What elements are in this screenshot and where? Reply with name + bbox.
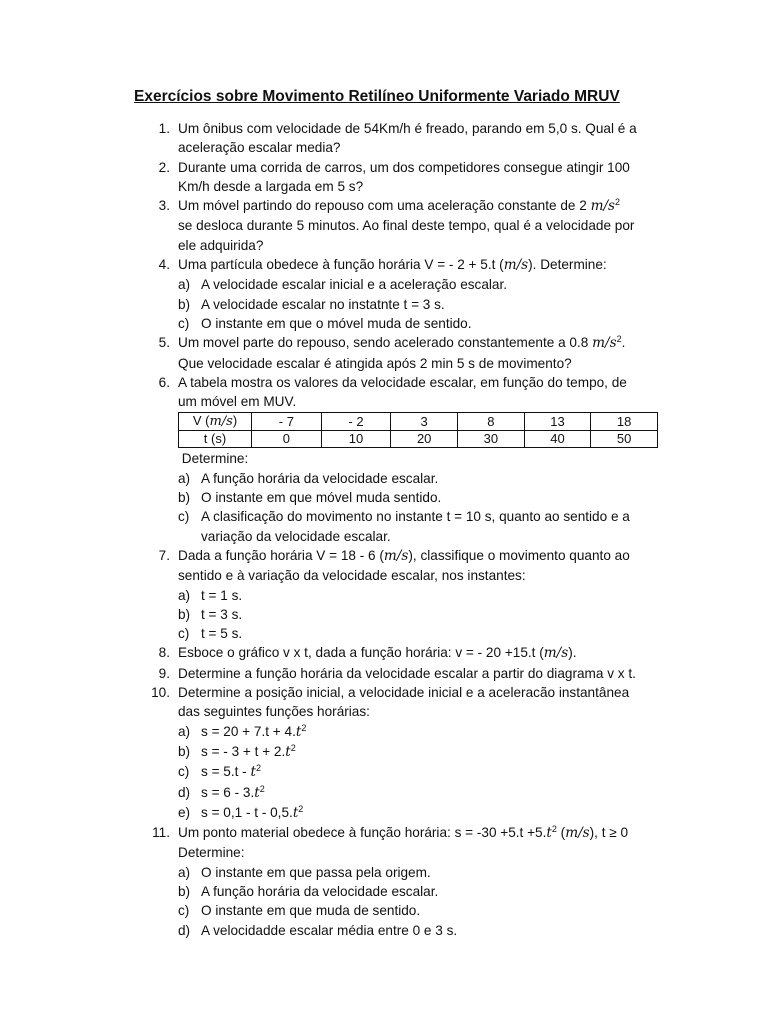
exercise-number: 11.	[152, 825, 170, 841]
sub-letter: c)	[178, 764, 190, 780]
exercise-text: sentido e à variação da velocidade escalar, nos instantes:	[178, 568, 526, 584]
sub-letter: c)	[178, 509, 190, 525]
exercise-number: 8.	[158, 645, 170, 661]
text-fragment: Determine:	[181, 451, 249, 467]
table-row-velocity	[179, 413, 658, 431]
sub-letter: b)	[178, 743, 191, 759]
sub-item-7c	[140, 624, 660, 643]
table-cell: 10	[321, 431, 391, 448]
text-fragment: ).	[568, 645, 577, 661]
exercise-4	[140, 255, 660, 275]
sub-text: A clasificação do movimento no instante t = 10 s, quanto ao sentido e a	[201, 509, 630, 525]
sub-item-10d	[140, 783, 660, 803]
text-fragment: ), t ≥ 0	[589, 825, 629, 841]
sub-item-11a	[140, 863, 660, 882]
text-fragment: V (	[192, 413, 210, 429]
exercise-8	[140, 643, 660, 663]
sub-item-10b	[140, 742, 660, 762]
sub-text: A função horária da velocidade escalar.	[201, 470, 439, 486]
sub-item-6a	[140, 469, 660, 488]
exercise-text: Determine a função horária da velocidade escalar a partir do diagrama v x t.	[178, 665, 636, 681]
text-fragment: (	[556, 825, 566, 841]
sub-text: variação da velocidade escalar.	[201, 528, 391, 544]
table-cell: 50	[591, 431, 658, 448]
table-cell: - 2	[321, 413, 391, 431]
sub-text: O instante em que o móvel muda de sentido.	[201, 315, 472, 331]
text-fragment: Um movel parte do repouso, sendo acelerado constantemente a 0.8	[178, 335, 593, 351]
page-title: Exercícios sobre Movimento Retilíneo Uniformente Variado MRUV	[134, 88, 620, 105]
exercise-1	[140, 119, 660, 158]
exercise-text: Determine a posição inicial, a velocidade inicial e a aceleracão instantânea	[178, 685, 630, 701]
sub-letter: c)	[178, 626, 190, 642]
exercise-text: Um ônibus com velocidade de 54Km/h é freado, parando em 5,0 s. Qual é a	[178, 121, 637, 136]
sub-text: A velocidade escalar inicial e a aceleração escalar.	[201, 277, 508, 293]
sub-item-10a	[140, 722, 660, 742]
variable-math: t	[292, 804, 299, 821]
sub-text: s = 6 - 3.	[201, 784, 255, 800]
sub-letter: b)	[178, 883, 191, 899]
sub-item-6b	[140, 488, 660, 507]
sub-item-7b	[140, 605, 660, 624]
exponent: 2	[259, 783, 265, 794]
exercise-text	[178, 255, 660, 275]
sub-text: s = - 3 + t + 2.	[201, 743, 286, 759]
table-cell: - 7	[252, 413, 322, 431]
table-cell: 13	[524, 413, 591, 431]
sub-text: A função horária da velocidade escalar.	[201, 883, 439, 899]
sub-letter: c)	[178, 315, 190, 331]
sub-text: t = 5 s.	[201, 626, 243, 642]
exercise-number: 2.	[158, 159, 170, 175]
sub-letter: a)	[178, 277, 191, 293]
sub-letter: a)	[178, 470, 191, 486]
exercise-text: Que velocidade escalar é atingida após 2 min 5 s de movimento?	[178, 355, 572, 371]
text-fragment: Uma partícula obedece à função horária V = - 2 + 5.t (	[178, 257, 504, 273]
table-cell: 30	[458, 431, 525, 448]
unit-math: m/s	[565, 825, 590, 842]
sub-letter: b)	[178, 606, 191, 622]
exercise-number: 10.	[151, 685, 170, 701]
exponent: 2	[551, 824, 557, 835]
exercise-number: 7.	[158, 547, 170, 563]
sub-item-4a	[140, 275, 660, 294]
table-header-velocity	[179, 413, 252, 431]
exercise-7	[140, 546, 660, 586]
exercise-2	[140, 158, 660, 197]
velocity-time-table	[178, 412, 658, 448]
table-cell: 40	[524, 431, 591, 448]
exercise-text: se desloca durante 5 minutos. Ao final deste tempo, qual é a velocidade por	[178, 218, 635, 234]
sub-text: s = 20 + 7.t + 4.	[201, 723, 296, 739]
table-cell: 8	[458, 413, 525, 431]
exercise-number: 4.	[158, 257, 170, 273]
sub-item-4c	[140, 314, 660, 333]
sub-text: O instante em que muda de sentido.	[201, 903, 421, 919]
unit-math: m/s	[383, 547, 409, 564]
exercise-list	[140, 119, 660, 940]
table-cell: 18	[591, 413, 658, 431]
exercise-10	[140, 683, 660, 722]
variable-math: t	[285, 743, 291, 760]
exercise-text	[178, 333, 660, 353]
exercise-6	[140, 373, 660, 412]
sub-item-6c	[140, 507, 660, 546]
unit-math: m/s	[209, 414, 233, 430]
exercise-number: 6.	[158, 374, 170, 390]
table-cell: 3	[391, 413, 458, 431]
exercise-text: Determine:	[178, 845, 245, 861]
variable-math: t	[254, 784, 260, 801]
variable-math: t	[546, 825, 552, 842]
sub-text: A velocidade escalar no instatnte t = 3 s.	[201, 296, 445, 312]
sub-text: O instante em que móvel muda sentido.	[201, 490, 442, 506]
sub-item-10c	[140, 762, 660, 782]
unit-math: m/s	[503, 257, 529, 274]
exercise-11	[140, 823, 660, 863]
sub-item-11c	[140, 901, 660, 920]
sub-letter: a)	[178, 723, 191, 739]
exponent: 2	[255, 763, 261, 774]
exercise-text: Km/h desde a largada em 5 s?	[178, 178, 364, 194]
sub-item-10e	[140, 803, 660, 823]
exercise-number: 9.	[158, 665, 170, 681]
exercise-number: 5.	[158, 335, 170, 351]
unit-math: m/s	[592, 335, 617, 352]
exercise-3	[140, 196, 660, 255]
text-fragment: Dada a função horária V = 18 - 6 (	[178, 547, 384, 563]
sub-item-7a	[140, 586, 660, 605]
sub-letter: e)	[178, 804, 191, 820]
text-fragment: ). Determine:	[528, 257, 607, 273]
sub-text: s = 0,1 - t - 0,5.	[201, 804, 293, 820]
exponent: 2	[615, 197, 621, 208]
exercise-text: das seguintes funções horárias:	[178, 704, 370, 720]
exercise-text	[178, 196, 660, 216]
determine-label	[140, 449, 660, 468]
unit-math: m/s	[543, 645, 569, 662]
sub-letter: a)	[178, 587, 191, 603]
sub-text: O instante em que passa pela origem.	[201, 864, 431, 880]
sub-item-11b	[140, 882, 660, 901]
variable-math: t	[295, 723, 302, 740]
sub-letter: b)	[178, 490, 191, 506]
sub-text: A velocidadde escalar média entre 0 e 3 s.	[201, 922, 458, 938]
table-header-time: t (s)	[179, 431, 252, 448]
exercise-text: aceleração escalar media?	[178, 140, 341, 156]
exercise-text: ele adquirida?	[178, 237, 264, 253]
exercise-text: Durante uma corrida de carros, um dos competidores consegue atingir 100	[178, 159, 630, 175]
variable-math: t	[250, 764, 256, 781]
table-cell: 0	[252, 431, 322, 448]
exercise-9	[140, 664, 660, 683]
exercise-text	[178, 643, 660, 663]
sub-text: t = 1 s.	[201, 587, 243, 603]
exponent: 2	[616, 334, 622, 345]
text-fragment: Esboce o gráfico v x t, dada a função horária: v = - 20 +15.t (	[178, 645, 544, 661]
exercise-5	[140, 333, 660, 373]
text-fragment: .	[621, 335, 626, 351]
exercise-number: 1.	[158, 121, 170, 136]
exercise-text	[178, 823, 660, 843]
sub-text: t = 3 s.	[201, 606, 243, 622]
sub-item-4b	[140, 295, 660, 314]
table-row-time	[179, 431, 658, 448]
sub-letter: d)	[178, 922, 191, 938]
text-fragment: Um móvel partindo do repouso com uma aceleração constante de 2	[178, 198, 591, 214]
exercise-text: um móvel em MUV.	[178, 394, 297, 410]
unit-math: m/s	[590, 198, 616, 215]
sub-letter: b)	[178, 296, 191, 312]
text-fragment: Um ponto material obedece à função horária: s = -30 +5.t +5.	[178, 825, 547, 841]
exercise-text	[178, 546, 660, 566]
exponent: 2	[301, 722, 307, 733]
sub-letter: a)	[178, 864, 191, 880]
exponent: 2	[298, 803, 304, 814]
exercise-number: 3.	[158, 198, 170, 214]
sub-letter: c)	[178, 903, 190, 919]
exercise-text: A tabela mostra os valores da velocidade escalar, em função do tempo, de	[178, 374, 627, 390]
sub-item-11d	[140, 921, 660, 940]
text-fragment: ), classifique o movimento quanto ao	[408, 547, 630, 563]
sub-text: s = 5.t -	[201, 764, 251, 780]
table-cell: 20	[391, 431, 458, 448]
text-fragment: )	[232, 413, 238, 429]
exponent: 2	[290, 742, 296, 753]
sub-letter: d)	[178, 784, 191, 800]
